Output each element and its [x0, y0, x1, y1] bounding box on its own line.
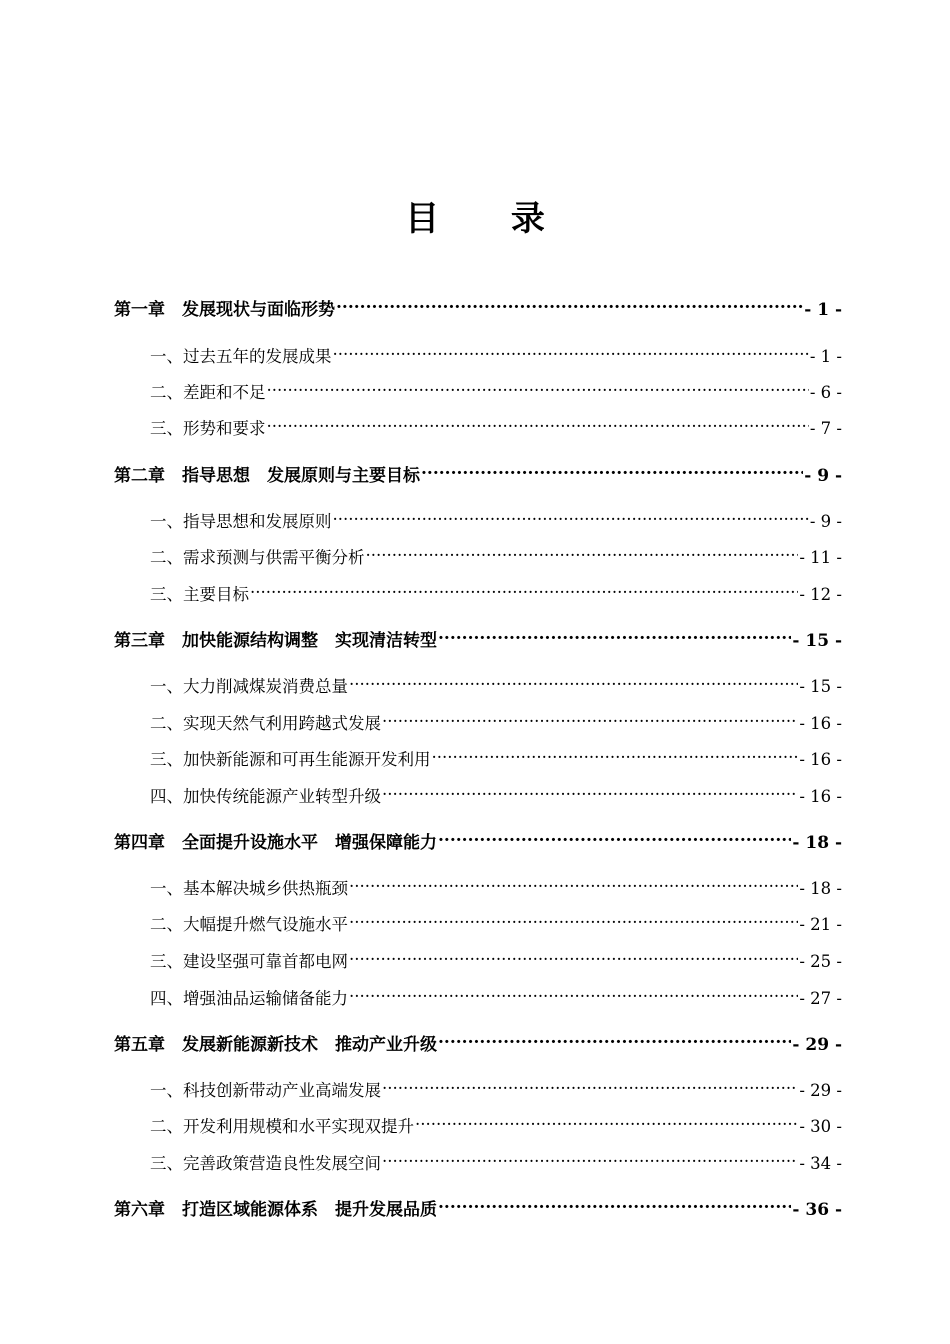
toc-page-number: - 16 - [799, 714, 842, 733]
dot-leader [333, 503, 809, 527]
toc-page-number: - 29 - [799, 1081, 842, 1100]
toc-page-number: - 34 - [799, 1154, 842, 1173]
dot-leader [382, 705, 798, 729]
toc-entry-label: 二、大幅提升燃气设施水平 [150, 915, 348, 934]
dot-leader [336, 291, 803, 315]
toc-entry-label: 一、科技创新带动产业高端发展 [150, 1081, 381, 1100]
toc-chapter-4[interactable] [114, 824, 842, 853]
toc-entry-label: 一、过去五年的发展成果 [150, 347, 332, 366]
dot-leader [438, 1026, 791, 1050]
toc-chapter-6[interactable] [114, 1191, 842, 1220]
dot-leader [349, 943, 798, 967]
toc-page-number: - 15 - [799, 677, 842, 696]
toc-chapter-2[interactable] [114, 457, 842, 486]
toc-entry-label: 第二章 指导思想 发展原则与主要目标 [114, 466, 420, 486]
toc-entry-label: 二、需求预测与供需平衡分析 [150, 548, 365, 567]
toc-entry-label: 第四章 全面提升设施水平 增强保障能力 [114, 833, 437, 853]
toc-section-3-4[interactable] [150, 778, 842, 806]
dot-leader [349, 668, 798, 692]
toc-page-number: - 27 - [799, 989, 842, 1008]
dot-leader [382, 778, 798, 802]
toc-page-number: - 1 - [809, 347, 842, 366]
toc-section-3-3[interactable] [150, 741, 842, 769]
dot-leader [349, 870, 798, 894]
toc-section-5-1[interactable] [150, 1072, 842, 1100]
toc-entry-label: 二、开发利用规模和水平实现双提升 [150, 1117, 414, 1136]
toc-page-number: - 16 - [799, 750, 842, 769]
toc-entry-label: 二、差距和不足 [150, 383, 266, 402]
toc-section-1-3[interactable] [150, 410, 842, 438]
toc-chapter-1[interactable] [114, 291, 842, 320]
dot-leader [382, 1072, 798, 1096]
toc-page-number: - 18 - [799, 879, 842, 898]
toc-page-number: - 29 - [792, 1035, 842, 1055]
toc-chapter-3[interactable] [114, 622, 842, 651]
toc-page-number: - 9 - [809, 512, 842, 531]
toc-page-number: - 21 - [799, 915, 842, 934]
dot-leader [250, 576, 798, 600]
dot-leader [382, 1145, 798, 1169]
toc-entry-label: 第三章 加快能源结构调整 实现清洁转型 [114, 631, 437, 651]
toc-entry-label: 三、形势和要求 [150, 419, 266, 438]
toc-section-3-2[interactable] [150, 705, 842, 733]
toc-page-number: - 15 - [792, 631, 842, 651]
toc-entry-label: 第六章 打造区域能源体系 提升发展品质 [114, 1200, 437, 1220]
toc-section-1-2[interactable] [150, 374, 842, 402]
dot-leader [421, 457, 803, 481]
dot-leader [267, 374, 809, 398]
toc-section-4-2[interactable] [150, 906, 842, 934]
dot-leader [438, 824, 791, 848]
toc-entry-label: 三、完善政策营造良性发展空间 [150, 1154, 381, 1173]
toc-page-number: - 30 - [799, 1117, 842, 1136]
toc-page-number: - 11 - [799, 548, 842, 567]
toc-entry-label: 一、大力削减煤炭消费总量 [150, 677, 348, 696]
toc-section-4-3[interactable] [150, 943, 842, 971]
toc-page-number: - 6 - [809, 383, 842, 402]
toc-page-number: - 16 - [799, 787, 842, 806]
toc-entry-label: 三、主要目标 [150, 585, 249, 604]
toc-page-number: - 9 - [804, 466, 842, 486]
dot-leader [349, 980, 798, 1004]
toc-entry-label: 第一章 发展现状与面临形势 [114, 300, 335, 320]
toc-section-2-2[interactable] [150, 539, 842, 567]
toc-section-1-1[interactable] [150, 338, 842, 366]
toc-page-number: - 25 - [799, 952, 842, 971]
dot-leader [438, 622, 791, 646]
toc-entry-label: 四、加快传统能源产业转型升级 [150, 787, 381, 806]
toc-entry-label: 第五章 发展新能源新技术 推动产业升级 [114, 1035, 437, 1055]
dot-leader [366, 539, 799, 563]
toc-section-5-3[interactable] [150, 1145, 842, 1173]
toc-section-2-1[interactable] [150, 503, 842, 531]
toc-page-number: - 7 - [809, 419, 842, 438]
dot-leader [349, 906, 798, 930]
toc-page-number: - 1 - [804, 300, 842, 320]
dot-leader [333, 338, 809, 362]
toc-entry-label: 四、增强油品运输储备能力 [150, 989, 348, 1008]
toc-page-number: - 12 - [799, 585, 842, 604]
dot-leader [438, 1191, 791, 1215]
toc-page-number: - 36 - [792, 1200, 842, 1220]
toc-chapter-5[interactable] [114, 1026, 842, 1055]
toc-section-5-2[interactable] [150, 1108, 842, 1136]
toc-section-4-4[interactable] [150, 980, 842, 1008]
toc-entry-label: 一、指导思想和发展原则 [150, 512, 332, 531]
toc-section-3-1[interactable] [150, 668, 842, 696]
toc-section-2-3[interactable] [150, 576, 842, 604]
dot-leader [432, 741, 799, 765]
dot-leader [267, 410, 809, 434]
toc-entry-label: 三、加快新能源和可再生能源开发利用 [150, 750, 431, 769]
page-title: 目 录 [405, 199, 575, 239]
toc-entry-label: 二、实现天然气利用跨越式发展 [150, 714, 381, 733]
toc-page-number: - 18 - [792, 833, 842, 853]
toc-entry-label: 一、基本解决城乡供热瓶颈 [150, 879, 348, 898]
toc-entry-label: 三、建设坚强可靠首都电网 [150, 952, 348, 971]
toc-section-4-1[interactable] [150, 870, 842, 898]
dot-leader [415, 1108, 798, 1132]
